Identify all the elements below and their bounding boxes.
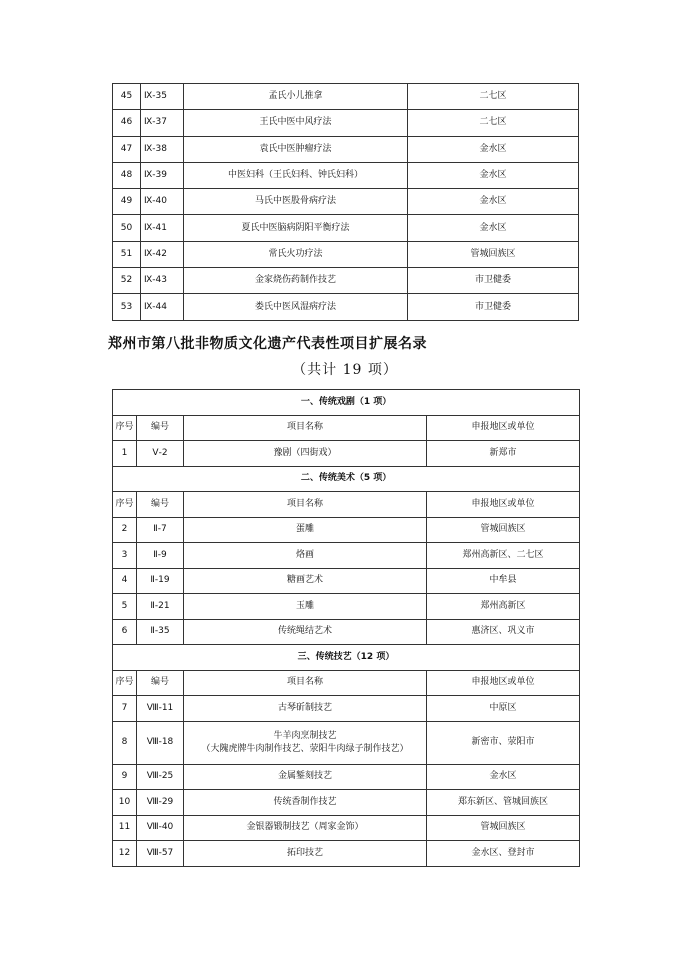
row-project-name: 金家烧伤药制作技艺 (184, 268, 408, 294)
header-area: 申报地区或单位 (427, 415, 580, 441)
section-title: 二、传统美术（5 项） (113, 466, 580, 492)
row-number: 52 (113, 268, 141, 294)
header-project-name: 项目名称 (184, 415, 427, 441)
row-code: Ⅷ-40 (137, 815, 184, 841)
table-row (113, 721, 580, 764)
row-number: 7 (113, 696, 137, 722)
row-area: 中牟县 (427, 568, 580, 594)
row-area: 金水区 (408, 136, 579, 162)
page-subtitle: （共计 19 项） (292, 362, 398, 378)
table-row (113, 696, 580, 722)
row-project-name: 袁氏中医肿瘤疗法 (184, 136, 408, 162)
row-project-name: 玉雕 (184, 594, 427, 620)
section-header-row (113, 390, 580, 416)
table-row (113, 162, 579, 188)
row-area: 新郑市 (427, 441, 580, 467)
table-row (113, 594, 580, 620)
table-row (113, 84, 579, 110)
row-number: 6 (113, 619, 137, 645)
row-project-name: 金属錾刻技艺 (184, 764, 427, 790)
page-title: 郑州市第八批非物质文化遗产代表性项目扩展名录 (108, 336, 427, 352)
header-code: 编号 (137, 670, 184, 696)
row-project-name: 传统绳结艺术 (184, 619, 427, 645)
row-area: 金水区、登封市 (427, 841, 580, 867)
row-area: 新密市、荥阳市 (427, 721, 580, 764)
table-row (113, 215, 579, 241)
row-project-name: 蛋雕 (184, 517, 427, 543)
row-project-name: 拓印技艺 (184, 841, 427, 867)
row-project-name: 娄氏中医风湿病疗法 (184, 294, 408, 320)
table-row (113, 110, 579, 136)
row-number: 45 (113, 84, 141, 110)
header-project-name: 项目名称 (184, 670, 427, 696)
table-row (113, 543, 580, 569)
row-code: Ⅸ-43 (141, 268, 184, 294)
table-row (113, 815, 580, 841)
row-number: 49 (113, 189, 141, 215)
header-number: 序号 (113, 670, 137, 696)
row-number: 53 (113, 294, 141, 320)
row-number: 48 (113, 162, 141, 188)
row-project-name: 烙画 (184, 543, 427, 569)
header-number: 序号 (113, 492, 137, 518)
table-row (113, 441, 580, 467)
row-area: 市卫健委 (408, 294, 579, 320)
row-area: 管城回族区 (427, 517, 580, 543)
table-row (113, 241, 579, 267)
row-code: Ⅸ-35 (141, 84, 184, 110)
row-number: 10 (113, 790, 137, 816)
header-code: 编号 (137, 492, 184, 518)
row-number: 2 (113, 517, 137, 543)
row-project-name: 豫剧（四街戏） (184, 441, 427, 467)
row-area: 市卫健委 (408, 268, 579, 294)
row-code: Ⅸ-37 (141, 110, 184, 136)
header-area: 申报地区或单位 (427, 670, 580, 696)
section-title: 一、传统戏剧（1 项） (113, 390, 580, 416)
row-area: 金水区 (427, 764, 580, 790)
row-area: 管城回族区 (427, 815, 580, 841)
row-area: 郑东新区、管城回族区 (427, 790, 580, 816)
row-code: Ⅷ-11 (137, 696, 184, 722)
table-row (113, 619, 580, 645)
row-number: 47 (113, 136, 141, 162)
row-code: Ⅸ-44 (141, 294, 184, 320)
table-row (113, 568, 580, 594)
row-area: 惠济区、巩义市 (427, 619, 580, 645)
row-number: 51 (113, 241, 141, 267)
row-code: Ⅸ-39 (141, 162, 184, 188)
row-area: 金水区 (408, 162, 579, 188)
section-header-row (113, 645, 580, 671)
row-area: 金水区 (408, 189, 579, 215)
row-project-name: 夏氏中医脑病阴阳平衡疗法 (184, 215, 408, 241)
row-code: Ⅷ-18 (137, 721, 184, 764)
column-header-row (113, 415, 580, 441)
table-row (113, 268, 579, 294)
row-code: Ⅸ-38 (141, 136, 184, 162)
row-code: Ⅷ-25 (137, 764, 184, 790)
row-code: Ⅴ-2 (137, 441, 184, 467)
row-area: 管城回族区 (408, 241, 579, 267)
row-code: Ⅷ-29 (137, 790, 184, 816)
header-area: 申报地区或单位 (427, 492, 580, 518)
header-project-name: 项目名称 (184, 492, 427, 518)
row-area: 二七区 (408, 84, 579, 110)
row-project-name: 金银器锻制技艺（周家金饰） (184, 815, 427, 841)
row-project-name: 马氏中医股骨病疗法 (184, 189, 408, 215)
row-area: 郑州高新区、二七区 (427, 543, 580, 569)
header-code: 编号 (137, 415, 184, 441)
column-header-row (113, 670, 580, 696)
row-number: 1 (113, 441, 137, 467)
table-row (113, 790, 580, 816)
row-code: Ⅸ-40 (141, 189, 184, 215)
row-project-name (184, 721, 427, 764)
row-number: 46 (113, 110, 141, 136)
row-project-name: 常氏火功疗法 (184, 241, 408, 267)
row-project-name: 孟氏小儿推拿 (184, 84, 408, 110)
section-header-row (113, 466, 580, 492)
row-code: Ⅱ-35 (137, 619, 184, 645)
row-number: 11 (113, 815, 137, 841)
table-row (113, 841, 580, 867)
row-area: 郑州高新区 (427, 594, 580, 620)
row-project-name: 传统香制作技艺 (184, 790, 427, 816)
expansion-list-table (112, 389, 580, 867)
row-code: Ⅱ-9 (137, 543, 184, 569)
row-area: 二七区 (408, 110, 579, 136)
row-number: 3 (113, 543, 137, 569)
row-code: Ⅷ-57 (137, 841, 184, 867)
row-project-name: 古琴斫制技艺 (184, 696, 427, 722)
header-number: 序号 (113, 415, 137, 441)
table-row (113, 136, 579, 162)
table-row (113, 189, 579, 215)
row-project-name: 中医妇科（王氏妇科、钟氏妇科） (184, 162, 408, 188)
row-number: 4 (113, 568, 137, 594)
row-number: 5 (113, 594, 137, 620)
row-project-name-line2: （大隗虎牌牛肉制作技艺、荥阳牛肉绿子制作技艺） (201, 743, 409, 754)
table-row (113, 517, 580, 543)
row-number: 50 (113, 215, 141, 241)
table-row (113, 294, 579, 320)
row-project-name-line1: 牛羊肉烹制技艺 (273, 730, 337, 741)
row-code: Ⅸ-42 (141, 241, 184, 267)
row-code: Ⅱ-21 (137, 594, 184, 620)
section-title: 三、传统技艺（12 项） (113, 645, 580, 671)
row-number: 8 (113, 721, 137, 764)
row-code: Ⅱ-7 (137, 517, 184, 543)
row-code: Ⅱ-19 (137, 568, 184, 594)
row-code: Ⅸ-41 (141, 215, 184, 241)
column-header-row (113, 492, 580, 518)
project-table-continued (112, 83, 579, 321)
row-area: 金水区 (408, 215, 579, 241)
row-project-name: 糖画艺术 (184, 568, 427, 594)
row-number: 12 (113, 841, 137, 867)
row-area: 中原区 (427, 696, 580, 722)
row-project-name: 王氏中医中风疗法 (184, 110, 408, 136)
table-row (113, 764, 580, 790)
row-number: 9 (113, 764, 137, 790)
